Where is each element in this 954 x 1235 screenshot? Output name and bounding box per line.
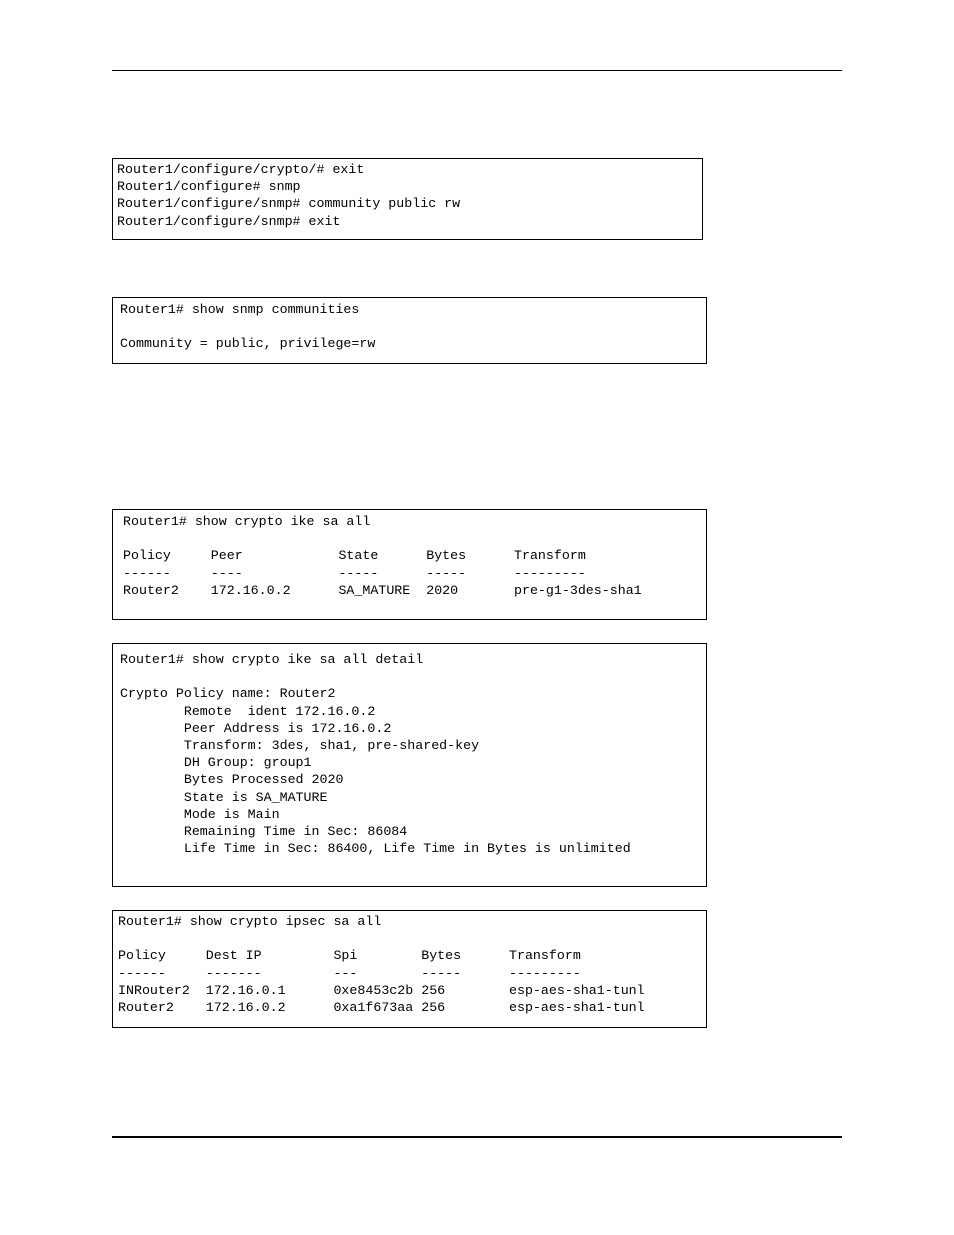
ike-sa-detail-code-block (112, 643, 707, 887)
footer-rule (112, 1136, 842, 1138)
code-line: Policy Peer State Bytes Transform (123, 548, 586, 564)
code-line (123, 530, 706, 547)
code-line: Life Time in Sec: 86400, Life Time in Bytes is unlimited (120, 841, 631, 857)
code-line: Bytes Processed 2020 (120, 772, 344, 788)
code-line (120, 668, 706, 685)
code-line: Router2 172.16.0.2 0xa1f673aa 256 esp-aes-sha1-tunl (118, 999, 645, 1015)
snmp-communities-code-block (112, 297, 707, 364)
ike-sa-code-block (112, 509, 707, 620)
code-line: DH Group: group1 (120, 755, 312, 771)
code-line: Router1# show snmp communities (120, 302, 360, 317)
code-line: Peer Address is 172.16.0.2 (120, 720, 392, 736)
code-line: State is SA_MATURE (120, 789, 328, 805)
code-line: Remote ident 172.16.0.2 (120, 703, 376, 719)
header-rule (112, 70, 842, 71)
code-line: Router1# show crypto ipsec sa all (118, 914, 382, 929)
code-line: Router1/configure/snmp# community public rw (117, 196, 461, 212)
snmp-config-code-block (112, 158, 703, 240)
ipsec-sa-code-block (112, 910, 707, 1028)
code-line (120, 318, 706, 335)
code-line: Router1/configure/crypto/# exit (117, 162, 365, 177)
code-line: Router1# show crypto ike sa all (123, 514, 371, 529)
code-line: Router1/configure# snmp (117, 179, 301, 195)
code-line: Transform: 3des, sha1, pre-shared-key (120, 737, 480, 753)
code-line: ------ ------- --- ----- --------- (118, 965, 581, 981)
code-line: Crypto Policy name: Router2 (120, 686, 336, 702)
code-line: Router2 172.16.0.2 SA_MATURE 2020 pre-g1-3des-sha1 (123, 582, 642, 598)
code-line: Router1/configure/snmp# exit (117, 213, 341, 229)
code-line: INRouter2 172.16.0.1 0xe8453c2b 256 esp-aes-sha1-tunl (118, 982, 645, 998)
code-line: Policy Dest IP Spi Bytes Transform (118, 948, 581, 964)
code-line: Remaining Time in Sec: 86084 (120, 823, 408, 839)
code-line: ------ ---- ----- ----- --------- (123, 565, 586, 581)
code-line: Community = public, privilege=rw (120, 336, 376, 352)
code-line: Mode is Main (120, 806, 280, 822)
code-line (118, 930, 706, 947)
code-line: Router1# show crypto ike sa all detail (120, 652, 424, 667)
